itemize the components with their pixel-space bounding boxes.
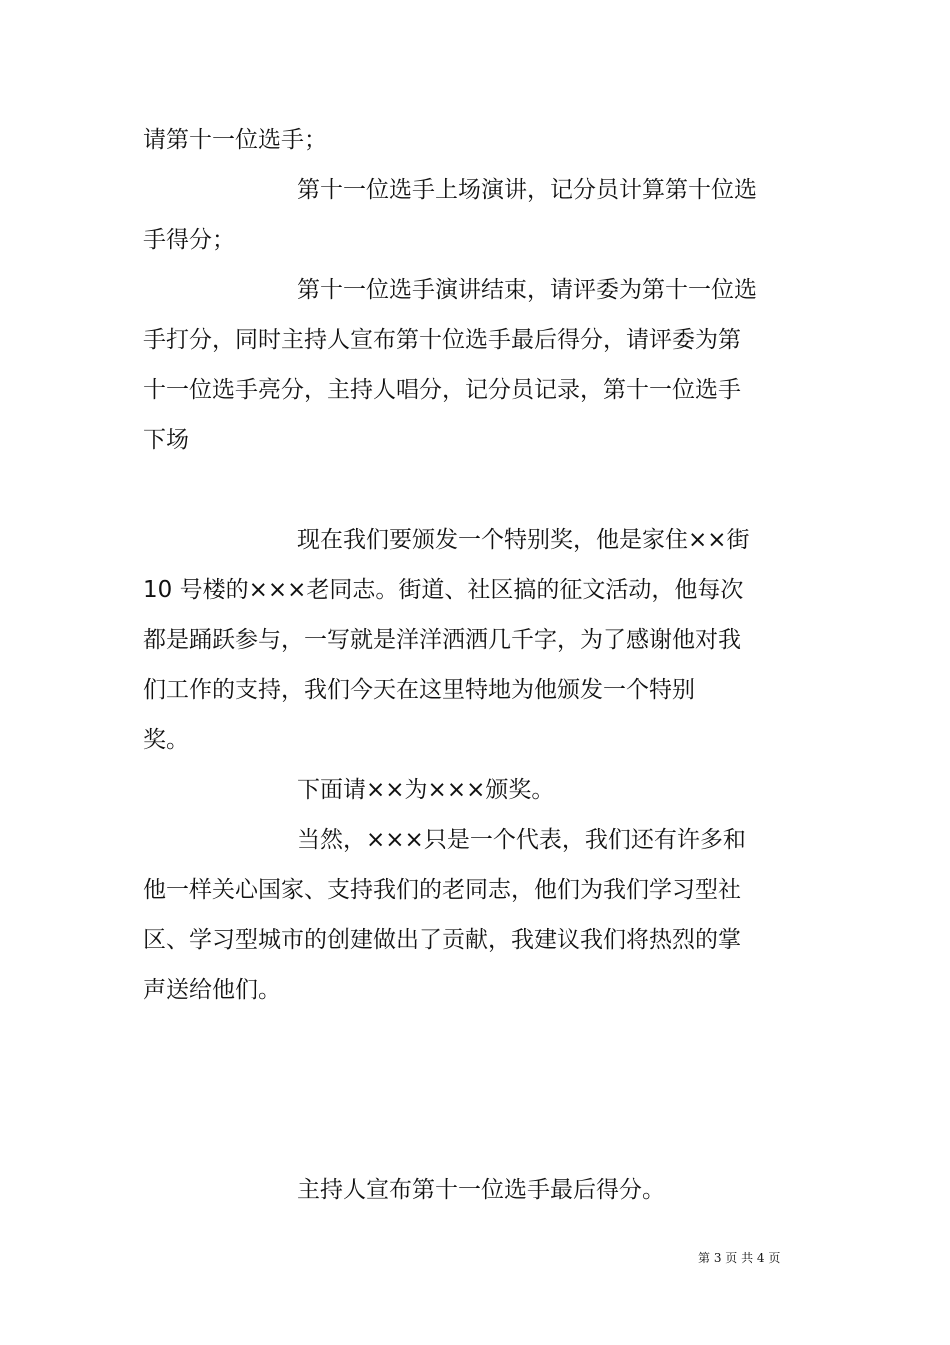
page-number-footer: 第 3 页 共 4 页	[698, 1251, 781, 1265]
text-line: 手得分；	[143, 227, 235, 253]
text-line: 们工作的支持，我们今天在这里特地为他颁发一个特别	[143, 677, 695, 703]
text-line: 当然，×××只是一个代表，我们还有许多和	[297, 827, 746, 853]
text-line: 第十一位选手演讲结束，请评委为第十一位选	[297, 277, 757, 303]
text-line: 区、学习型城市的创建做出了贡献，我建议我们将热烈的掌	[143, 927, 741, 953]
text-line: 声送给他们。	[143, 977, 281, 1003]
text-line: 第十一位选手上场演讲，记分员计算第十位选	[297, 177, 757, 203]
text-line: 十一位选手亮分，主持人唱分，记分员记录，第十一位选手	[143, 377, 741, 403]
text-line: 奖。	[143, 727, 189, 753]
text-line: 现在我们要颁发一个特别奖，他是家住××街	[297, 527, 750, 553]
text-line: 下场	[143, 427, 189, 453]
text-line: 手打分，同时主持人宣布第十位选手最后得分，请评委为第	[143, 327, 741, 353]
text-line: 都是踊跃参与，一写就是洋洋洒洒几千字，为了感谢他对我	[143, 627, 741, 653]
text-line: 10 号楼的×××老同志。街道、社区搞的征文活动，他每次	[143, 577, 744, 603]
text-line: 主持人宣布第十一位选手最后得分。	[297, 1177, 665, 1203]
text-line: 下面请××为×××颁奖。	[297, 777, 555, 803]
text-line: 他一样关心国家、支持我们的老同志，他们为我们学习型社	[143, 877, 741, 903]
text-line: 请第十一位选手；	[143, 127, 327, 153]
